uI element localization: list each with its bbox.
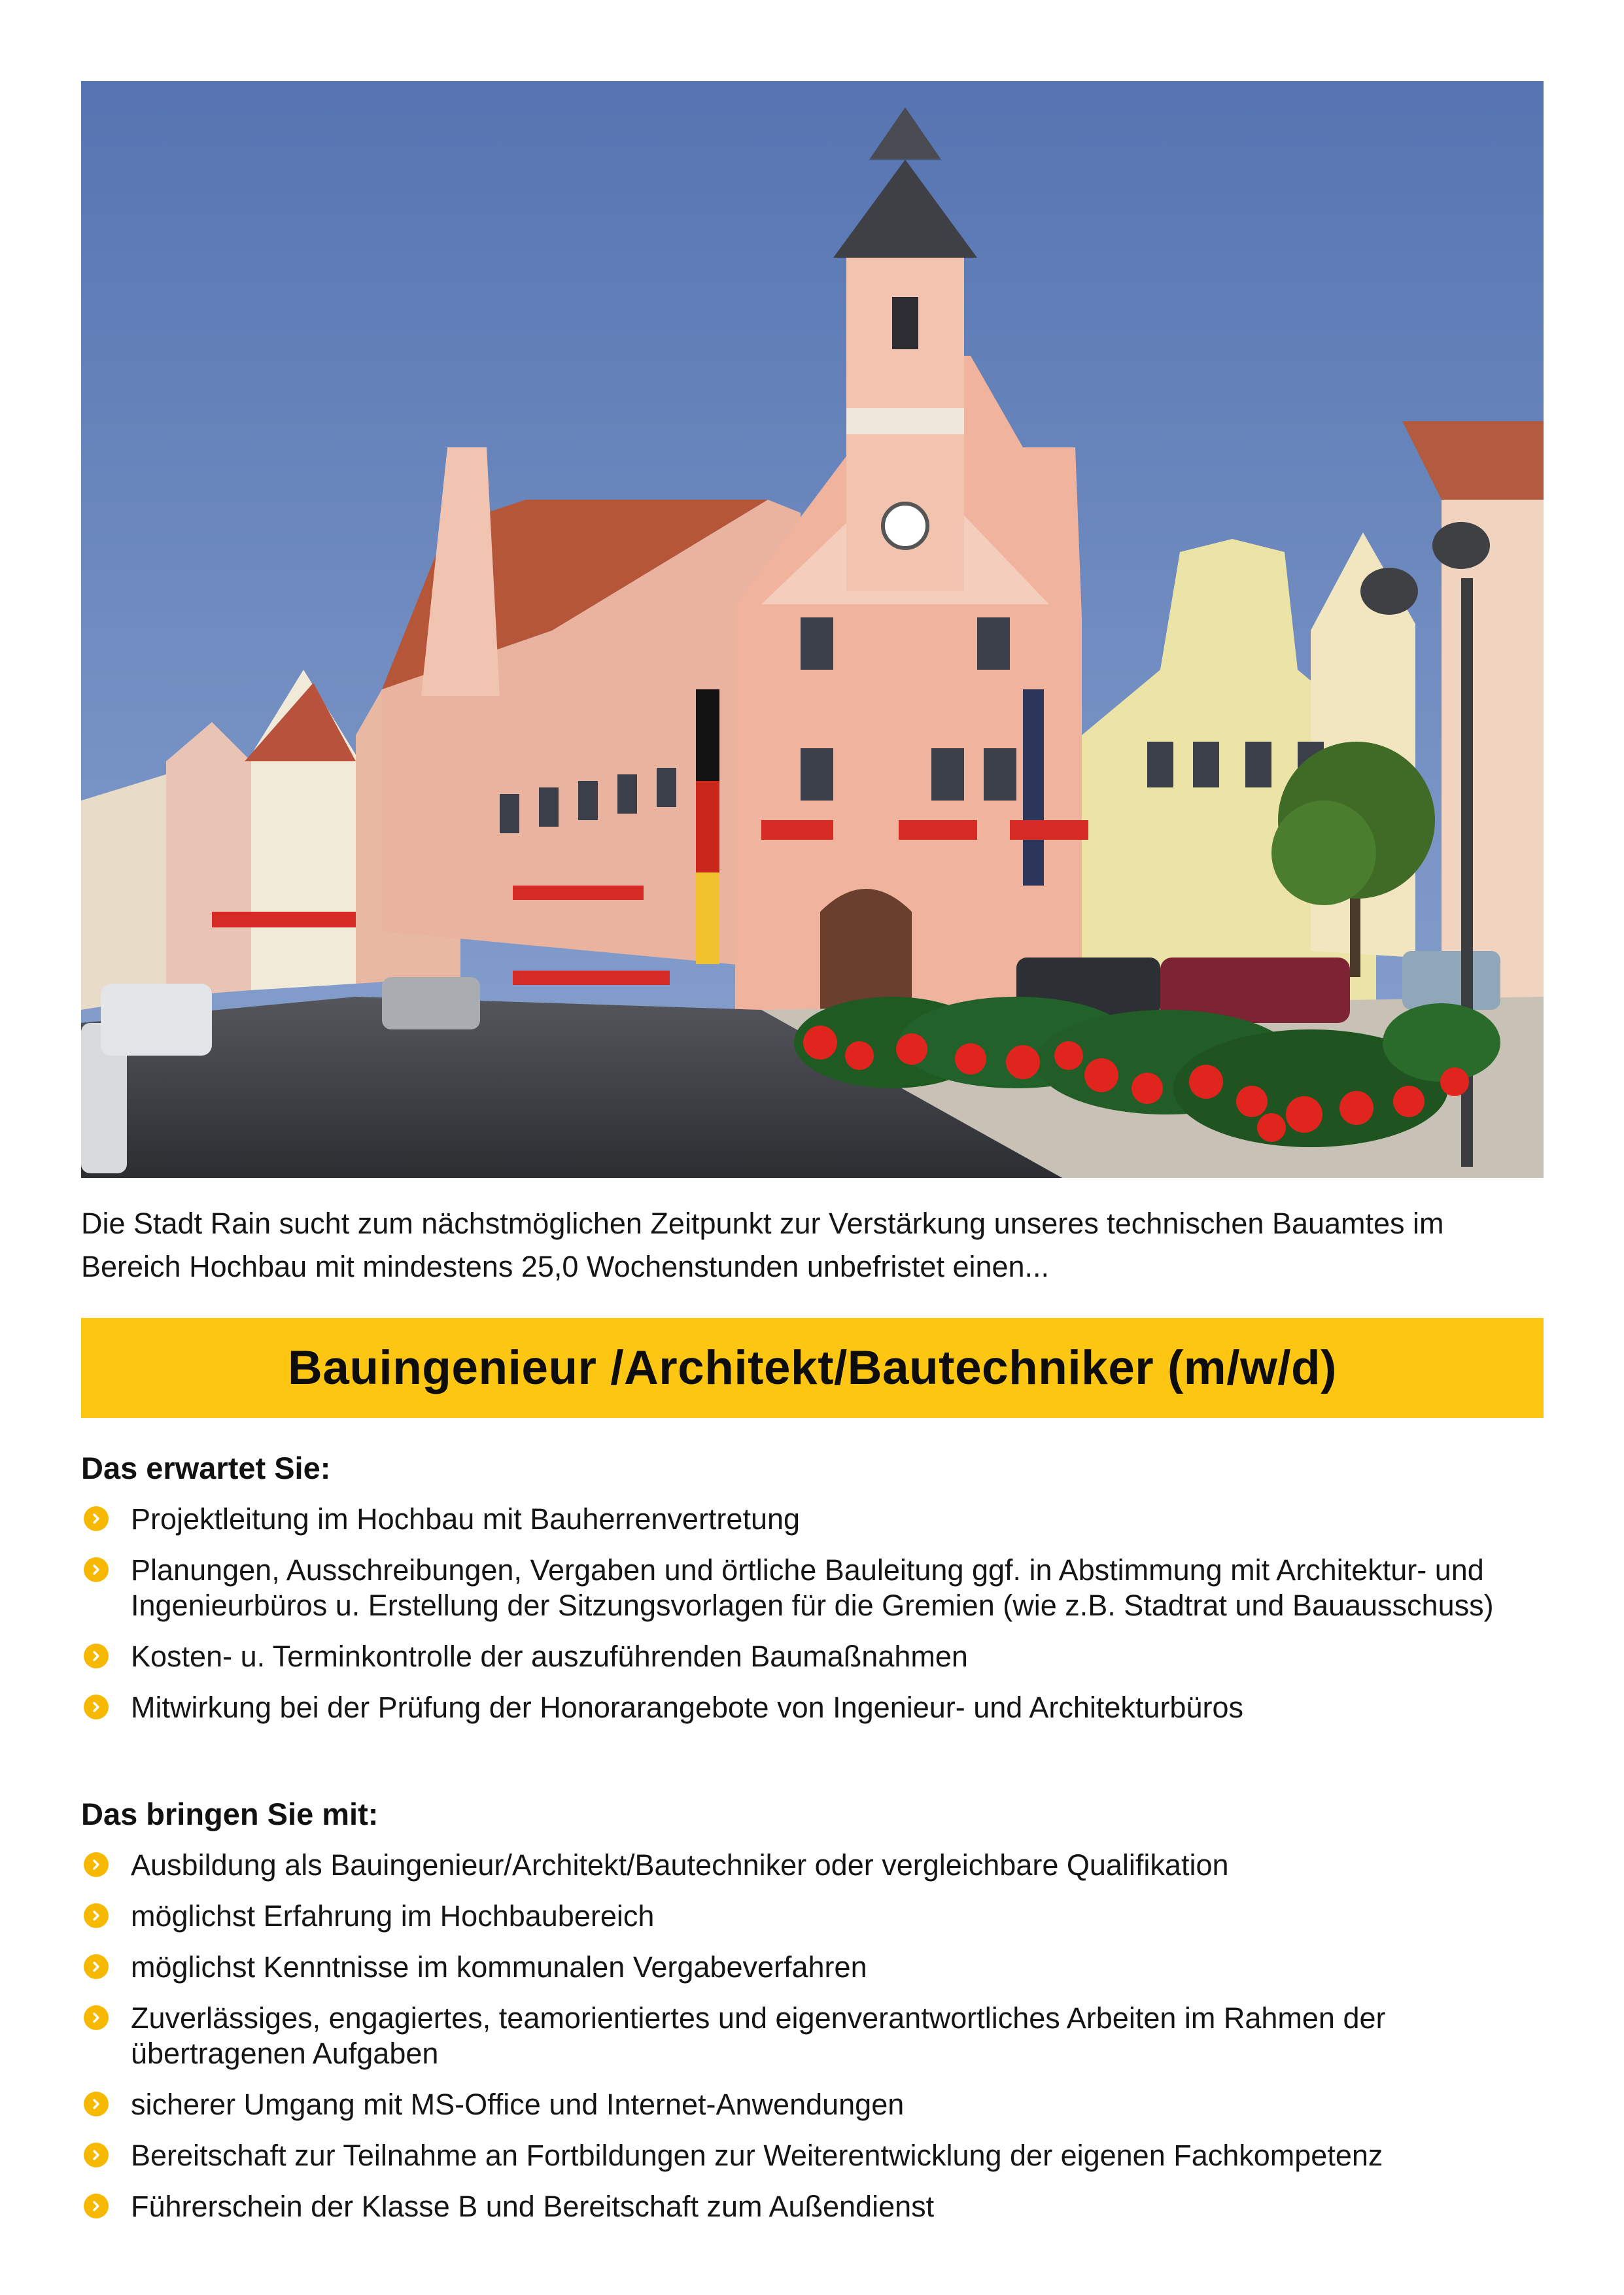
- list-item: [81, 1950, 1544, 1985]
- chevron-right-icon: [84, 2005, 109, 2030]
- chevron-right-icon: [84, 2194, 109, 2218]
- list-item: [81, 1899, 1544, 1934]
- list-item-text: Kosten- u. Terminkontrolle der auszuführenden Baumaßnahmen: [131, 1640, 968, 1673]
- list-item-text: Bereitschaft zur Teilnahme an Fortbildungen zur Weiterentwicklung der eigenen Fachkompetenz: [131, 2139, 1383, 2172]
- list-item-text: Führerschein der Klasse B und Bereitschaft zum Außendienst: [131, 2190, 935, 2223]
- expect-heading: Das erwartet Sie:: [81, 1451, 331, 1485]
- list-item-text: Ausbildung als Bauingenieur/Architekt/Bautechniker oder vergleichbare Qualifikation: [131, 1848, 1229, 1882]
- chevron-right-icon: [84, 1644, 109, 1668]
- list-item-text: möglichst Kenntnisse im kommunalen Vergabeverfahren: [131, 1950, 867, 1984]
- chevron-right-icon: [84, 2143, 109, 2167]
- list-item: [81, 1502, 1544, 1537]
- expect-section: [81, 1450, 1544, 1741]
- list-item-text: Projektleitung im Hochbau mit Bauherrenvertretung: [131, 1502, 801, 1536]
- chevron-right-icon: [84, 1557, 109, 1582]
- expect-list: [81, 1502, 1544, 1725]
- list-item: [81, 1553, 1544, 1623]
- chevron-right-icon: [84, 1903, 109, 1928]
- list-item: [81, 2087, 1544, 2122]
- job-title: Bauingenieur /Architekt/Bautechniker (m/w/d): [288, 1341, 1337, 1394]
- intro-text: Die Stadt Rain sucht zum nächstmöglichen Zeitpunkt zur Verstärkung unseres technischen Bauamtes im Bereich Hochbau mit mindestens 25,0 Wochenstunden unbefristet einen...: [81, 1207, 1444, 1283]
- list-item-text: Planungen, Ausschreibungen, Vergaben und örtliche Bauleitung ggf. in Abstimmung mit Architektur- und Ingenieurbüros u. Erstellung der Sitzungsvorlagen für die Gremien (wie z.B. Stadtrat und Bauausschuss): [131, 1553, 1494, 1622]
- bring-section: [81, 1796, 1544, 2240]
- list-item: [81, 1848, 1544, 1883]
- chevron-right-icon: [84, 1852, 109, 1877]
- list-item-text: Mitwirkung bei der Prüfung der Honorarangebote von Ingenieur- und Architekturbüros: [131, 1691, 1243, 1724]
- job-title-banner: [81, 1318, 1544, 1418]
- list-item: [81, 2189, 1544, 2224]
- list-item: [81, 1690, 1544, 1725]
- bring-list: [81, 1848, 1544, 2224]
- list-item: [81, 1639, 1544, 1674]
- town-hall-photo: [81, 81, 1544, 1178]
- list-item-text: möglichst Erfahrung im Hochbaubereich: [131, 1899, 655, 1933]
- bring-heading: Das bringen Sie mit:: [81, 1797, 379, 1831]
- list-item-text: Zuverlässiges, engagiertes, teamorientiertes und eigenverantwortliches Arbeiten im Rahmen der übertragenen Aufgaben: [131, 2001, 1386, 2070]
- list-item-text: sicherer Umgang mit MS-Office und Internet-Anwendungen: [131, 2088, 905, 2121]
- chevron-right-icon: [84, 1954, 109, 1979]
- chevron-right-icon: [84, 2092, 109, 2116]
- list-item: [81, 2001, 1544, 2071]
- chevron-right-icon: [84, 1506, 109, 1531]
- chevron-right-icon: [84, 1695, 109, 1719]
- list-item: [81, 2138, 1544, 2173]
